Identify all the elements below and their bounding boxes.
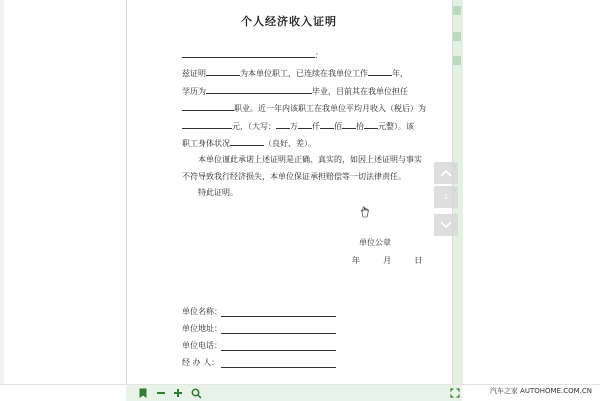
shi-blank[interactable] <box>342 120 356 129</box>
page-down-button[interactable] <box>434 214 458 236</box>
date-line <box>352 256 422 266</box>
p2-line-2: 不符导致我行经济损失，本单位保证承担赔偿等一切法律责任。 <box>182 172 406 181</box>
plus-icon <box>173 388 183 398</box>
zoom-out-button[interactable] <box>154 386 168 400</box>
p1-line-3: 职业。近一年内该职工在我单位平均月收入（税后）为 <box>182 102 426 114</box>
search-button[interactable] <box>189 386 203 400</box>
date-month: 月 <box>383 256 392 265</box>
field-label-company-address: 单位地址： <box>182 324 222 333</box>
name-blank[interactable] <box>206 67 240 76</box>
p1-line-4: 元，（大写： 万 仟 佰 拾 元整）。该 <box>182 120 414 132</box>
seal-label: 单位公章 <box>359 238 391 247</box>
company-phone-blank[interactable] <box>221 350 336 351</box>
sidebar-marker <box>453 32 461 41</box>
bookmark-icon <box>138 388 148 399</box>
document-page <box>135 0 443 384</box>
p1-line-2: 学历为 毕业，目前其在我单位担任 <box>182 87 408 96</box>
position-blank[interactable] <box>182 102 234 111</box>
date-year: 年 <box>352 256 360 265</box>
yuan-blank[interactable] <box>364 120 378 129</box>
qian-blank[interactable] <box>298 120 312 129</box>
p1-line-5: 职工身体状况 （良好、差）。 <box>182 139 316 148</box>
zoom-in-button[interactable] <box>171 386 185 400</box>
chevron-down-icon <box>440 221 452 229</box>
left-edge <box>0 0 4 400</box>
page-up-button[interactable] <box>434 162 458 184</box>
closing-statement: 特此证明。 <box>198 188 238 197</box>
p2-line-1: 本单位谨此承诺上述证明是正确、真实的，如因上述证明与事实 <box>198 155 422 164</box>
p1-line-1: 兹证明 为本单位职工，已连续在我单位工作 年， <box>182 69 408 78</box>
sidebar-marker-top <box>453 6 461 15</box>
chevron-up-icon <box>440 169 452 177</box>
income-blank[interactable] <box>182 120 232 129</box>
education-blank[interactable] <box>206 85 312 94</box>
expand-icon <box>450 388 460 398</box>
viewer-divider <box>126 0 127 384</box>
hand-cursor-icon <box>360 206 370 218</box>
field-label-company-name: 单位名称： <box>182 307 222 316</box>
wan-blank[interactable] <box>276 120 290 129</box>
bookmark-button[interactable] <box>136 386 150 400</box>
company-name-blank[interactable] <box>221 316 336 317</box>
page-indicator[interactable]: 1 <box>434 186 458 208</box>
page-title: 个人经济收入证明 <box>241 15 337 28</box>
watermark: 汽车之家 AUTOHOME.COM.CN <box>489 387 592 395</box>
addressee-line: ： <box>182 49 323 61</box>
minus-icon <box>156 388 166 398</box>
addressee-blank[interactable] <box>182 49 315 58</box>
field-label-company-phone: 单位电话： <box>182 341 222 350</box>
health-blank[interactable] <box>230 137 264 146</box>
search-icon <box>191 388 202 399</box>
sidebar-marker <box>453 56 461 65</box>
years-blank[interactable] <box>368 67 392 76</box>
field-label-handler: 经 办 人： <box>182 358 220 367</box>
handler-blank[interactable] <box>221 367 336 368</box>
fullscreen-button[interactable] <box>448 386 462 400</box>
bai-blank[interactable] <box>320 120 334 129</box>
date-day: 日 <box>414 256 423 265</box>
company-address-blank[interactable] <box>221 333 336 334</box>
